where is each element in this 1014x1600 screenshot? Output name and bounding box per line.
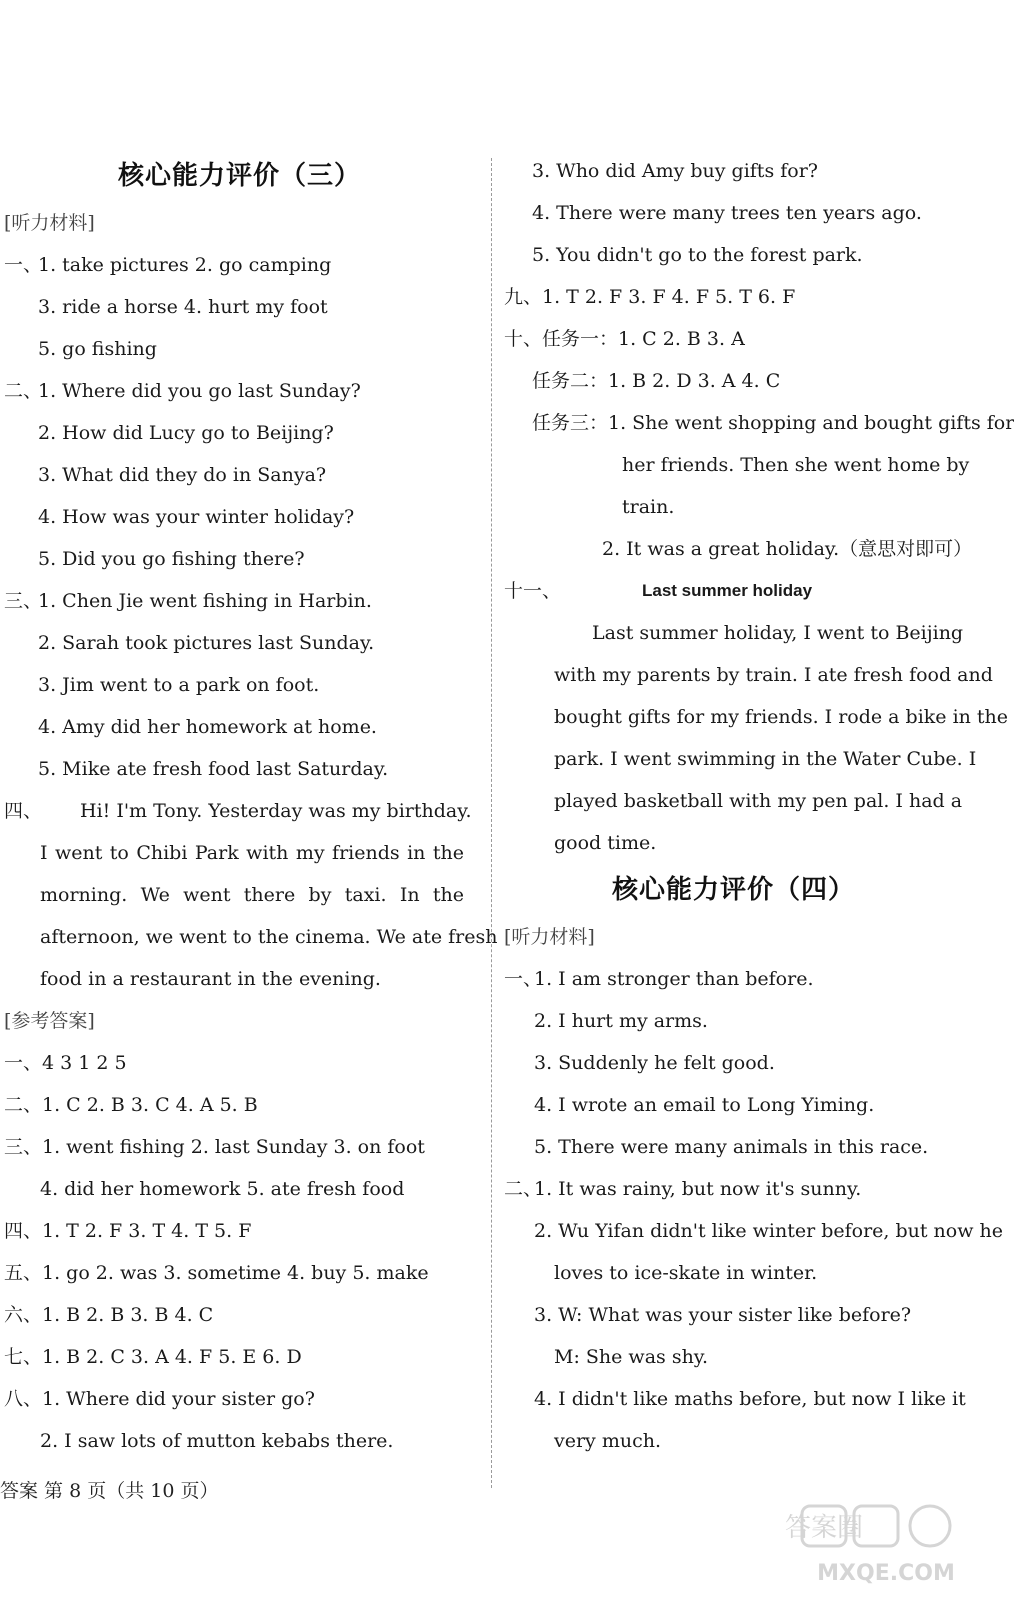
column-divider — [491, 158, 492, 1488]
listening-line: M: She was shy. — [554, 1346, 709, 1368]
listening-material-tag: [听力材料] — [4, 212, 95, 234]
section-num: 三、 — [4, 590, 43, 612]
listening-line: 2. I hurt my arms. — [534, 1010, 708, 1032]
answer-line: train. — [622, 496, 675, 518]
listening-line: 3. ride a horse 4. hurt my foot — [38, 296, 328, 318]
answer-line: 2. It was a great holiday.（意思对即可） — [602, 538, 973, 560]
assessment-title-4: 核心能力评价（四） — [612, 875, 856, 905]
answer-line: 任务三：1. She went shopping and bought gifts for — [532, 412, 1014, 434]
answer-line: 3. Who did Amy buy gifts for? — [532, 160, 818, 182]
watermark-char: 答案圈 — [784, 1513, 864, 1543]
listening-line: 5. Did you go fishing there? — [38, 548, 305, 570]
section-num: 一、 — [4, 254, 43, 276]
section-num: 四、 — [4, 800, 43, 822]
listening-line: 2. Sarah took pictures last Sunday. — [38, 632, 375, 654]
page-footer: 答案 第 8 页（共 10 页） — [0, 1480, 219, 1502]
listening-line: 5. go fishing — [38, 338, 157, 360]
listening-line: loves to ice-skate in winter. — [554, 1262, 818, 1284]
listening-line: 3. W: What was your sister like before? — [534, 1304, 912, 1326]
essay-line: bought gifts for my friends. I rode a bike in the — [554, 706, 1009, 728]
assessment-title-3: 核心能力评价（三） — [118, 161, 362, 191]
essay-line: Last summer holiday, I went to Beijing — [592, 622, 964, 644]
answer-line: 三、1. went fishing 2. last Sunday 3. on foot — [4, 1136, 425, 1158]
listening-line: 1. Chen Jie went fishing in Harbin. — [38, 590, 372, 612]
listening-line: 5. There were many animals in this race. — [534, 1136, 929, 1158]
answer-key-tag: [参考答案] — [4, 1010, 95, 1032]
section-num: 一、 — [504, 968, 543, 990]
answer-line: 九、1. T 2. F 3. F 4. F 5. T 6. F — [504, 286, 796, 308]
listening-line: 4. Amy did her homework at home. — [38, 716, 377, 738]
section-num: 十一、 — [504, 580, 562, 602]
answer-line: 任务二：1. B 2. D 3. A 4. C — [532, 370, 781, 392]
essay-title: Last summer holiday — [642, 581, 813, 600]
answer-line: 四、1. T 2. F 3. T 4. T 5. F — [4, 1220, 252, 1242]
section-num: 二、 — [504, 1178, 543, 1200]
section-num: 二、 — [4, 380, 43, 402]
listening-line: 3. Suddenly he felt good. — [534, 1052, 775, 1074]
listening-line: 3. Jim went to a park on foot. — [38, 674, 320, 696]
passage-line: I went to Chibi Park with my friends in the — [40, 842, 464, 864]
answer-line: her friends. Then she went home by — [622, 454, 970, 476]
essay-line: park. I went swimming in the Water Cube. I — [554, 748, 977, 770]
listening-line: 2. How did Lucy go to Beijing? — [38, 422, 334, 444]
passage-line: Hi! I'm Tony. Yesterday was my birthday. — [80, 800, 472, 822]
listening-line: 5. Mike ate fresh food last Saturday. — [38, 758, 389, 780]
listening-line: 2. Wu Yifan didn't like winter before, but now he — [534, 1220, 1004, 1242]
passage-line: afternoon, we went to the cinema. We ate fresh — [40, 926, 498, 948]
essay-line: with my parents by train. I ate fresh food and — [554, 664, 993, 686]
listening-line: 1. I am stronger than before. — [534, 968, 814, 990]
answer-line: 二、1. C 2. B 3. C 4. A 5. B — [4, 1094, 258, 1116]
answer-line: 七、1. B 2. C 3. A 4. F 5. E 6. D — [4, 1346, 302, 1368]
essay-line: good time. — [554, 832, 657, 854]
listening-material-tag: [听力材料] — [504, 926, 595, 948]
answer-line: 十、任务一：1. C 2. B 3. A — [504, 328, 745, 350]
listening-line: 1. take pictures 2. go camping — [38, 254, 332, 276]
passage-line: morning. We went there by taxi. In the — [40, 884, 464, 906]
listening-line: very much. — [554, 1430, 662, 1452]
listening-line: 1. It was rainy, but now it's sunny. — [534, 1178, 862, 1200]
answer-line: 4. There were many trees ten years ago. — [532, 202, 922, 224]
answer-line: 5. You didn't go to the forest park. — [532, 244, 863, 266]
watermark-logo-icon — [784, 1500, 976, 1590]
listening-line: 1. Where did you go last Sunday? — [38, 380, 361, 402]
listening-line: 4. How was your winter holiday? — [38, 506, 355, 528]
watermark-domain: MXQE.COM — [817, 1561, 955, 1586]
listening-line: 4. I wrote an email to Long Yiming. — [534, 1094, 875, 1116]
answer-line: 六、1. B 2. B 3. B 4. C — [4, 1304, 214, 1326]
essay-line: played basketball with my pen pal. I had a — [554, 790, 963, 812]
answer-line: 五、1. go 2. was 3. sometime 4. buy 5. make — [4, 1262, 429, 1284]
listening-line: 3. What did they do in Sanya? — [38, 464, 327, 486]
answer-line: 八、1. Where did your sister go? — [4, 1388, 315, 1410]
answer-line: 一、4 3 1 2 5 — [4, 1052, 127, 1074]
answer-line: 4. did her homework 5. ate fresh food — [40, 1178, 405, 1200]
listening-line: 4. I didn't like maths before, but now I like it — [534, 1388, 966, 1410]
answer-line: 2. I saw lots of mutton kebabs there. — [40, 1430, 394, 1452]
passage-line: food in a restaurant in the evening. — [40, 968, 381, 990]
